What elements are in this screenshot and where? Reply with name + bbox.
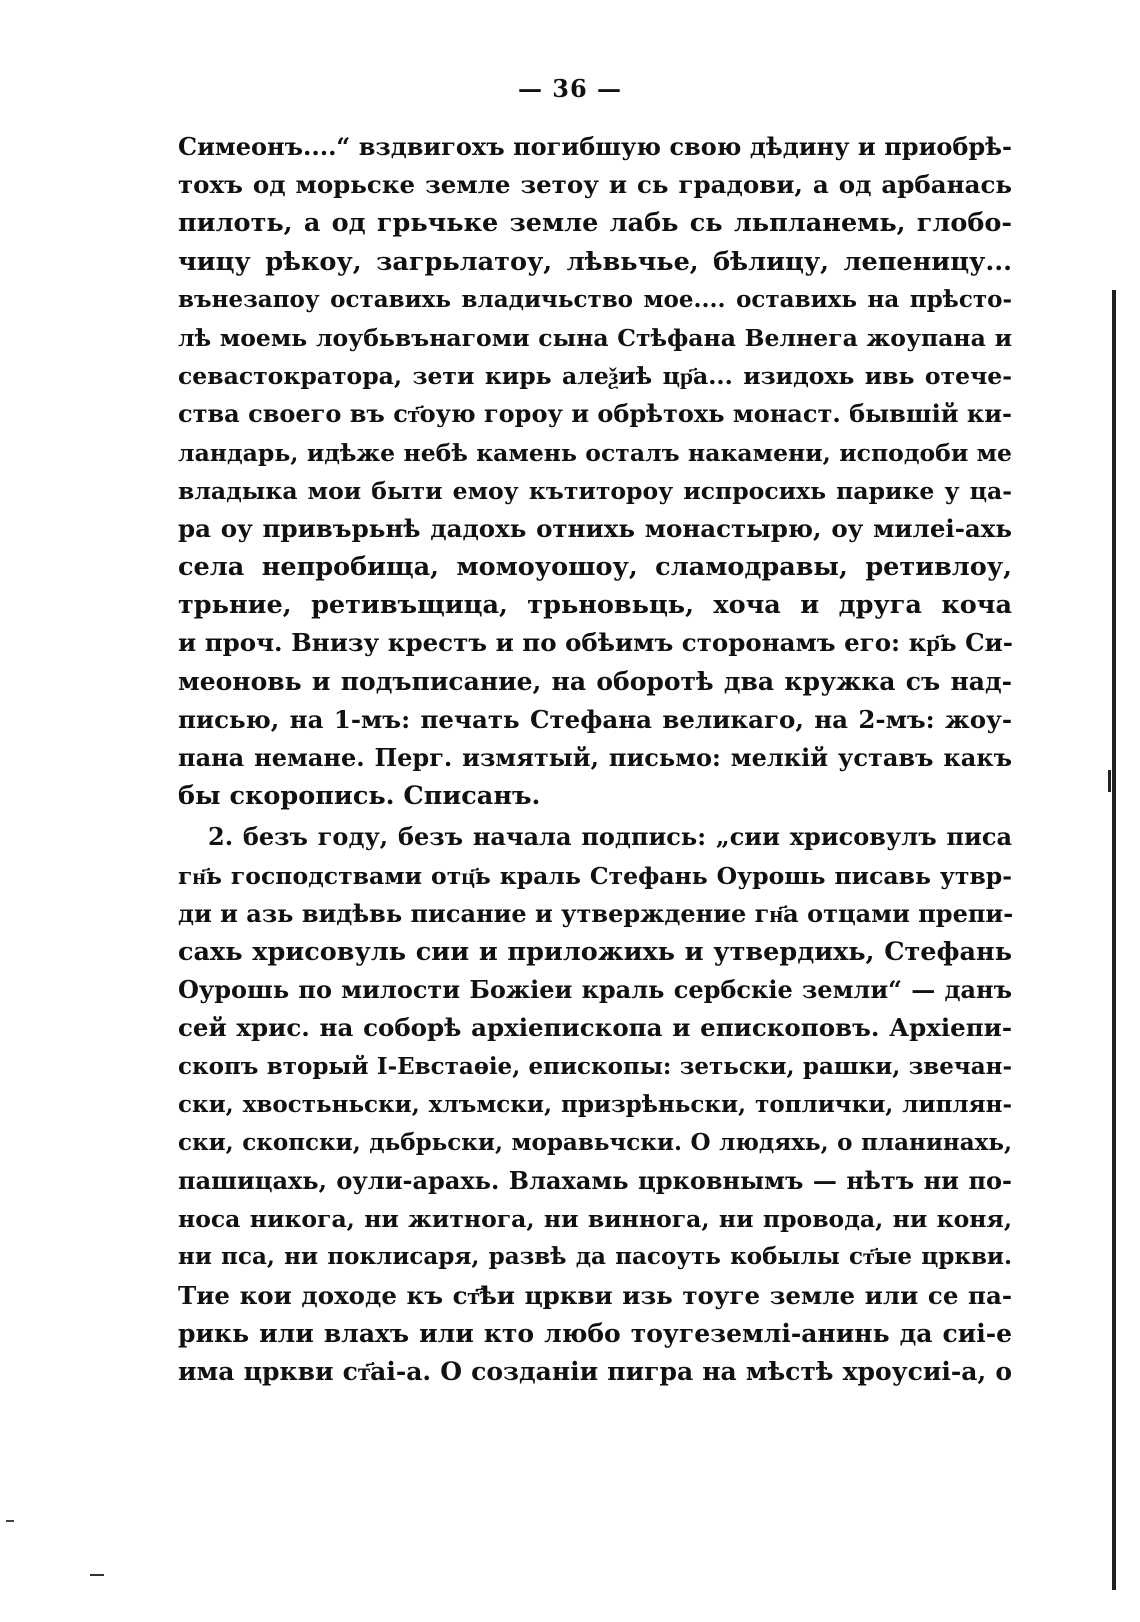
text-line: пана немане. Перг. измятый, письмо: мелкій уставъ какъ — [178, 743, 1012, 772]
text-line: рикь или влахъ или кто любо тоугеземлі-анинь да сиі-е — [178, 1318, 1012, 1348]
text-line: севастократора, зети кирь алеѯиѣ цр҃а... изидохь ивь отече- — [178, 362, 1012, 391]
text-line: носа никога, ни житнога, ни виннога, ни провода, ни коня, — [178, 1205, 1012, 1234]
text-line: сахь хрисовуль сии и приложихь и утвердихь, Стефань — [178, 936, 1012, 967]
text-line: ландарь, идѣже небѣ камень осталъ накамени, исподоби ме — [178, 438, 1012, 467]
scan-mark — [90, 1574, 104, 1576]
text-line: пилоть, а од грьчьке земле лабь сь льпланемь, глобо- — [178, 208, 1012, 239]
text-line: ства своего въ ст҃оую гороу и обрѣтохь монаст. бывшій ки- — [178, 399, 1012, 429]
text-line: бы скоропись. Списанъ. — [178, 781, 541, 812]
text-line: Оурошь по милости Божіеи краль сербскіе земли“ — данъ — [178, 975, 1012, 1005]
text-line: меоновь и подъписание, на оборотѣ два кружка съ над- — [178, 666, 1012, 696]
text-line: ни пса, ни поклисаря, развѣ да пасоуть кобылы ст҃ые цркви. — [178, 1243, 1012, 1271]
text-line: чицу рѣкоу, загрьлатоу, лѣвьчье, бѣлицу, лепеницу... — [178, 246, 1012, 277]
text-line: лѣ моемь лоубьвънагоми сына Стѣфана Велнега жоупана и — [178, 323, 1012, 352]
text-line: сей хрис. на соборѣ архіепископа и епископовъ. Архіепи- — [178, 1013, 1012, 1043]
page-edge-rule — [1112, 290, 1116, 1590]
text-line: пашицахь, оули-арахь. Влахамь црковнымъ — нѣтъ ни по- — [178, 1166, 1012, 1196]
text-line: гн҃ь господствами отц҃ь краль Стефань Оурошь писавь утвр- — [178, 861, 1012, 890]
page-number: — 36 — — [517, 74, 623, 103]
text-line: и проч. Внизу крестъ и по обѣимъ сторонамъ его: кр҃ь Си- — [178, 628, 1013, 658]
text-line: ди и азь видѣвь писание и утверждение гн҃а отцами препи- — [178, 898, 1014, 928]
text-line: села непробища, момоуошоу, сламодравы, ретивлоу, — [178, 552, 1012, 583]
scan-mark — [6, 1520, 14, 1522]
text-line: трьние, ретивъщица, трьновьць, хоча и друга коча — [178, 590, 1012, 621]
text-line: владыка мои быти емоу кътитороу испросихь парике у ца- — [178, 476, 1012, 505]
text-line: скопъ вторый I-Евстаѳіе, епископы: зетьски, рашки, звечан- — [178, 1052, 1012, 1080]
text-line: 2. безъ году, безъ начала подпись: „сии хрисовулъ писа — [208, 822, 1012, 852]
text-line: ски, хвостьньски, хлъмски, призрѣньски, топлички, липлян- — [178, 1090, 1012, 1118]
text-line: Симеонъ....“ вздвигохъ погибшую свою дѣдину и приобрѣ- — [178, 132, 1012, 161]
text-line: има цркви ст҃аі-а. О созданіи пигра на мѣстѣ хроусиі-а, о — [178, 1357, 1012, 1386]
text-line: тохъ од морьске земле зетоу и сь градови, а од арбанась — [178, 170, 1012, 200]
paragraph-1 — [178, 128, 1012, 815]
text-line: вънезапоу оставихь владичьство мое.... оставихь на прѣсто- — [178, 285, 1012, 313]
text-line: писью, на 1-мъ: печать Стефана великаго, на 2-мъ: жоу- — [178, 704, 1012, 734]
text-line: ски, скопски, дьбрьски, моравьчски. О людяхь, о планинахь, — [178, 1128, 1012, 1156]
text-line: Тие кои доходе къ ст҃ѣи цркви изь тоуге земле или се па- — [178, 1280, 1012, 1310]
margin-mark — [1108, 770, 1111, 792]
body-text — [178, 128, 1012, 1391]
text-line: ра оу привърьнѣ дадохь отнихь монастырю, оу милеі-ахь — [178, 513, 1012, 543]
paragraph-2 — [178, 818, 1012, 1391]
